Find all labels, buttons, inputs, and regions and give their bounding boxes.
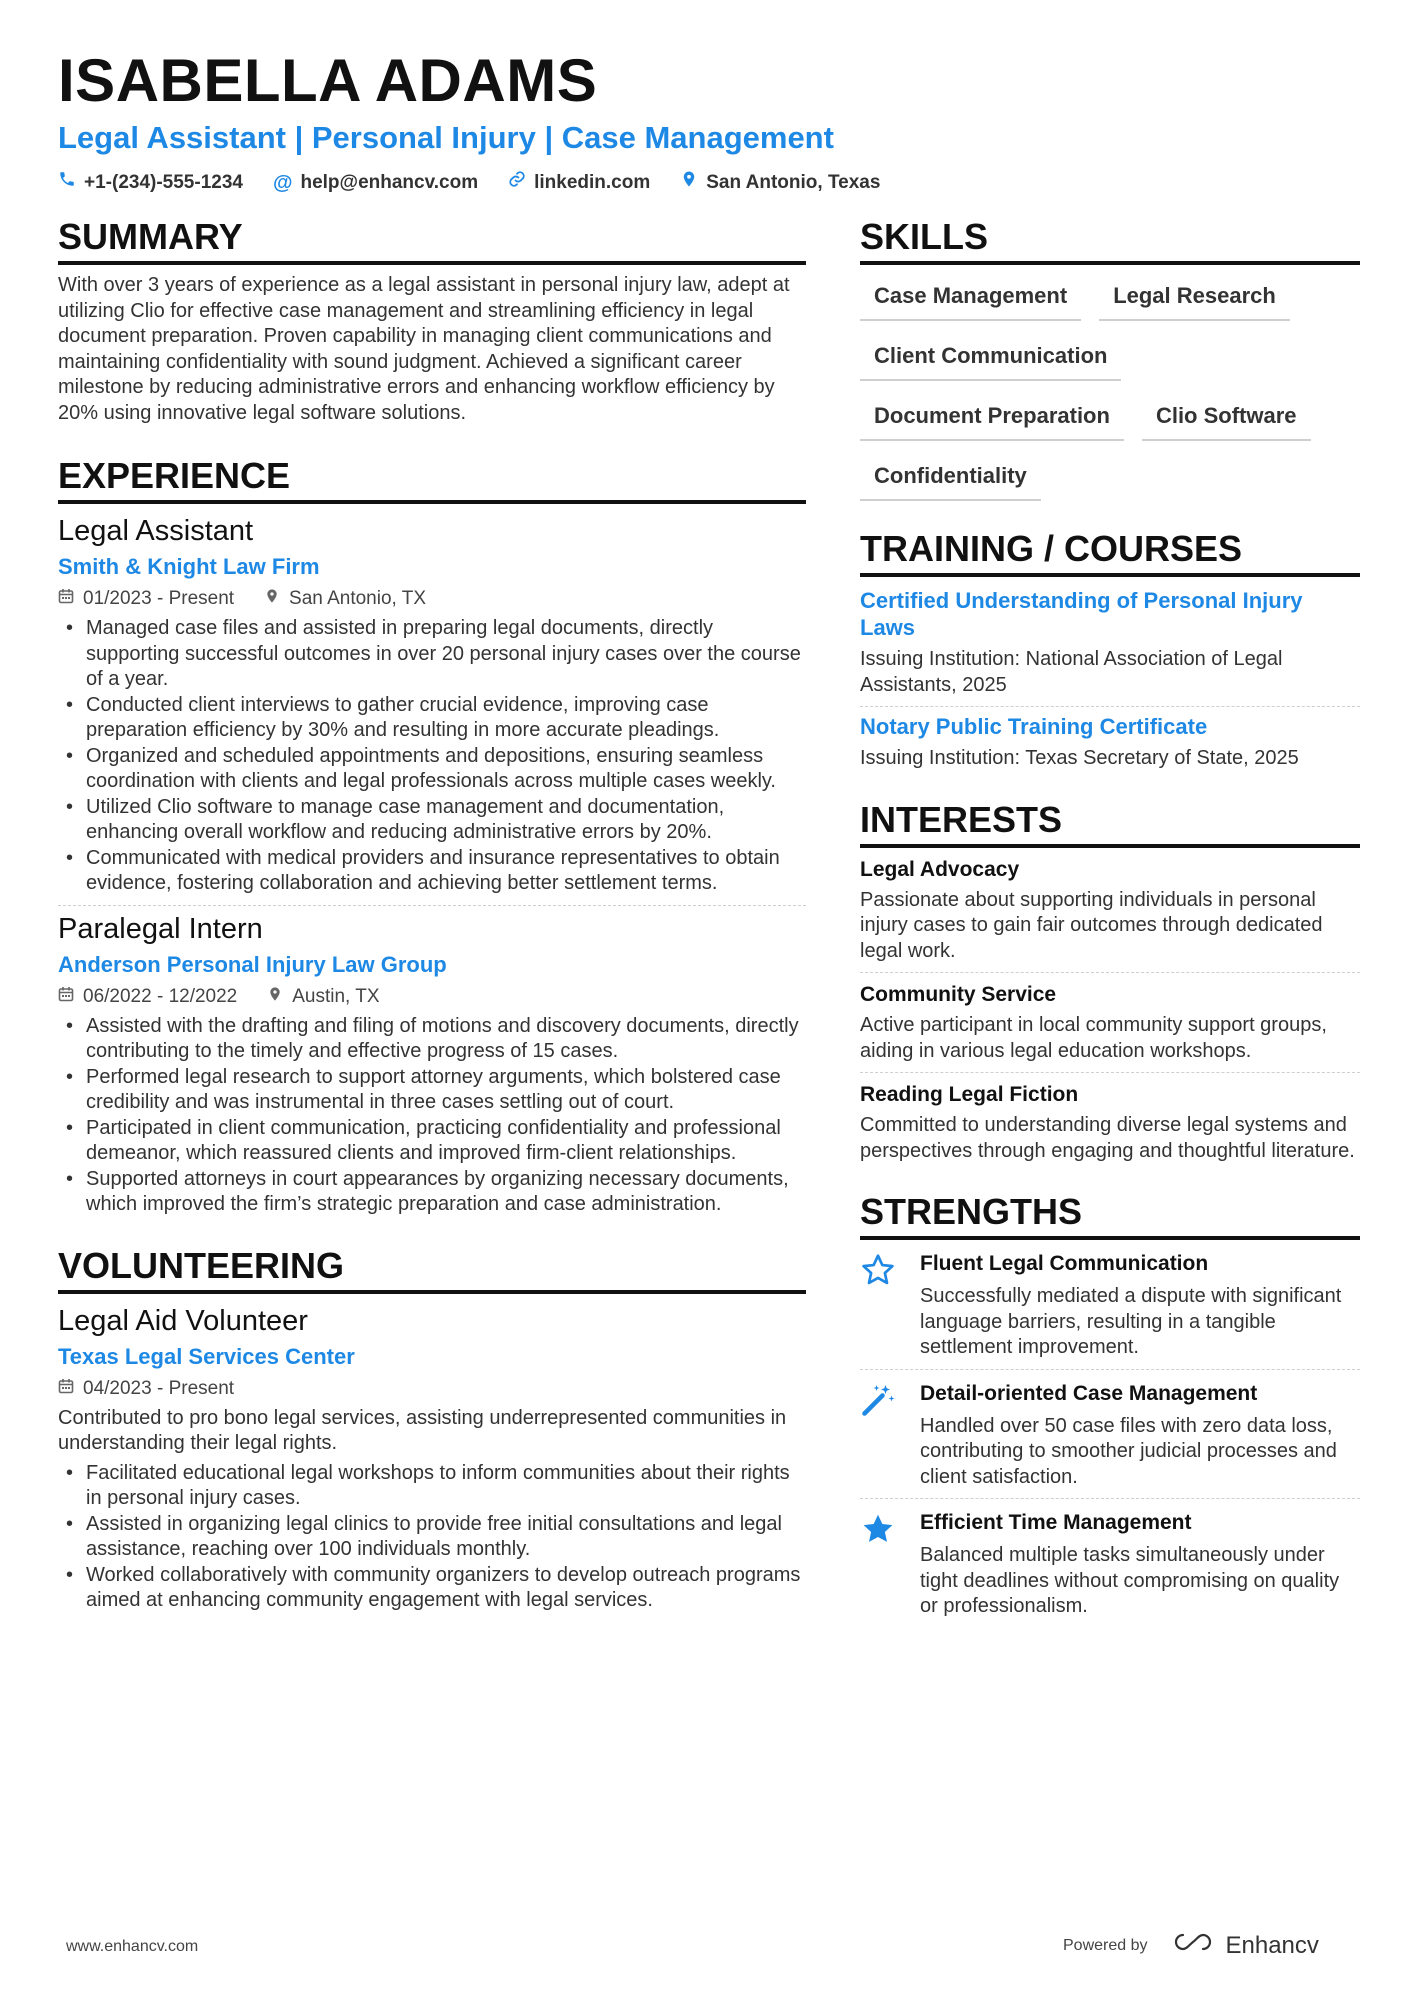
strength-item [860, 1509, 1360, 1620]
bullet-item: • Communicated with medical providers and insurance representatives to obtain evidence, fostering collaboration and achieving better settlement terms. [58, 846, 806, 897]
volunteer-org: Texas Legal Services Center [58, 1343, 355, 1369]
bullet-item: • Utilized Clio software to manage case management and documentation, enhancing overall workflow and reducing administrative errors by 20%. [58, 795, 806, 846]
job-location-text: Austin, TX [292, 985, 380, 1007]
contact-phone [58, 170, 243, 196]
bullet-item: • Performed legal research to support attorney arguments, which bolstered case credibility and was instrumental in three cases settling out of court. [58, 1065, 806, 1116]
divider [860, 1369, 1360, 1370]
course-title: Certified Understanding of Personal Injury Laws [860, 588, 1303, 640]
star-outline-icon [860, 1250, 900, 1361]
divider [58, 905, 806, 906]
job-location [264, 586, 426, 612]
candidate-title: Legal Assistant | Personal Injury | Case Management [58, 120, 834, 155]
job-location-text: San Antonio, TX [289, 588, 427, 609]
left-column [58, 215, 806, 1638]
skill-tag: Legal Research [1099, 275, 1290, 321]
volunteer-dates [58, 1376, 234, 1402]
divider [860, 1498, 1360, 1499]
right-column [860, 215, 1360, 1644]
bullet-item: • Assisted in organizing legal clinics to provide free initial consultations and legal assistance, reaching over 100 individuals monthly. [58, 1512, 806, 1563]
bullet-item: • Organized and scheduled appointments and depositions, ensuring seamless coordination with clients and legal professionals across multiple cases weekly. [58, 744, 806, 795]
interest-title: Community Service [860, 983, 1057, 1006]
job-title: Legal Assistant [58, 515, 254, 547]
location-pin-icon [680, 170, 698, 196]
job-bullets [58, 616, 806, 897]
interest-title: Reading Legal Fiction [860, 1083, 1079, 1106]
strength-title: Fluent Legal Communication [920, 1252, 1209, 1275]
location-text: San Antonio, Texas [706, 172, 881, 193]
phone-icon [58, 170, 76, 196]
strength-desc: Successfully mediated a dispute with significant language barriers, resulting in a tangible settlement improvement. [920, 1285, 1342, 1358]
course-title: Notary Public Training Certificate [860, 714, 1208, 739]
interests-heading: INTERESTS [860, 798, 1360, 848]
volunteer-dates-text: 04/2023 - Present [83, 1377, 235, 1399]
phone-text: +1-(234)-555-1234 [84, 172, 243, 193]
job-meta [58, 984, 806, 1010]
course-desc: Issuing Institution: National Association of Legal Assistants, 2025 [860, 648, 1283, 696]
footer-website[interactable]: www.enhancv.com [66, 1938, 199, 1955]
strength-title: Detail-oriented Case Management [920, 1381, 1258, 1405]
training-section [860, 527, 1360, 772]
strengths-heading: STRENGTHS [860, 1190, 1360, 1240]
company-name: Anderson Personal Injury Law Group [58, 951, 447, 977]
resume-header [58, 46, 1358, 196]
bullet-item: • Worked collaboratively with community organizers to develop outreach programs aimed at enhancing community engagement with legal services. [58, 1563, 806, 1614]
summary-text: With over 3 years of experience as a legal assistant in personal injury law, adept at utilizing Clio for effective case management and streamlining efficiency in legal document preparation. Proven capability in managing client communications and maintaining confidentiality with sound judgment. Achieved a significant career milestone by reducing administrative errors and enhancing workflow efficiency by 20% using innovative legal software solutions. [58, 274, 790, 424]
calendar-icon [58, 586, 74, 612]
course-desc: Issuing Institution: Texas Secretary of State, 2025 [860, 747, 1299, 769]
experience-entry [58, 512, 806, 897]
bullet-item: • Conducted client interviews to gather crucial evidence, improving case preparation efficiency by 30% and resulting in more accurate pleadings. [58, 693, 806, 744]
experience-heading: EXPERIENCE [58, 454, 806, 504]
strength-desc: Balanced multiple tasks simultaneously under tight deadlines without compromising on quality or professionalism. [920, 1544, 1340, 1617]
location-pin-icon [264, 586, 280, 612]
location-pin-icon [267, 984, 283, 1010]
volunteer-description: Contributed to pro bono legal services, assisting underrepresented communities in understanding their legal rights. [58, 1406, 787, 1454]
job-dates [58, 586, 234, 612]
skills-section [860, 215, 1360, 501]
job-dates-text: 01/2023 - Present [83, 588, 235, 609]
job-dates-text: 06/2022 - 12/2022 [83, 985, 238, 1007]
email-text[interactable]: help@enhancv.com [300, 172, 479, 193]
skill-tag: Client Communication [860, 335, 1121, 381]
strengths-section [860, 1190, 1360, 1620]
link-icon [508, 170, 526, 196]
bullet-item: • Assisted with the drafting and filing of motions and discovery documents, directly contributing to the timely and effective progress of 15 cases. [58, 1014, 806, 1065]
experience-entry [58, 910, 806, 1218]
powered-by-label: Powered by [1063, 1936, 1148, 1954]
strength-desc: Handled over 50 case files with zero data loss, contributing to smoother judicial processes and client satisfaction. [920, 1414, 1337, 1488]
job-title: Paralegal Intern [58, 912, 263, 945]
skill-tag: Clio Software [1142, 395, 1311, 441]
contact-location [680, 170, 880, 196]
job-meta [58, 586, 806, 612]
calendar-icon [58, 1376, 74, 1402]
interests-section [860, 798, 1360, 1165]
strength-item [860, 1250, 1360, 1361]
interest-desc: Active participant in local community support groups, aiding in various legal education workshops. [860, 1014, 1327, 1062]
star-filled-icon [860, 1509, 900, 1620]
strength-title: Efficient Time Management [920, 1511, 1192, 1534]
volunteer-title: Legal Aid Volunteer [58, 1304, 308, 1337]
footer-branding [1063, 1930, 1319, 1961]
skill-tag: Confidentiality [860, 455, 1041, 501]
summary-heading: SUMMARY [58, 215, 806, 265]
contact-info [58, 170, 1358, 196]
skill-tag: Case Management [860, 275, 1081, 321]
interest-desc: Passionate about supporting individuals in personal injury cases to gain fair outcomes through dedicated legal work. [860, 888, 1323, 962]
strength-item [860, 1380, 1360, 1491]
divider [860, 706, 1360, 707]
volunteer-bullets [58, 1461, 806, 1614]
divider [860, 972, 1360, 973]
magic-wand-icon [860, 1380, 900, 1491]
skills-list [860, 275, 1360, 501]
summary-section [58, 215, 806, 426]
at-icon: @ [272, 172, 293, 194]
job-location [267, 984, 379, 1010]
company-name: Smith & Knight Law Firm [58, 554, 320, 579]
interest-title: Legal Advocacy [860, 857, 1020, 881]
bullet-item: • Supported attorneys in court appearances by organizing necessary documents, which improved the firm’s strategic preparation and case administration. [58, 1167, 806, 1218]
enhancv-logo-icon [1170, 1930, 1216, 1961]
skills-heading: SKILLS [860, 215, 1360, 265]
job-bullets [58, 1014, 806, 1218]
brand-name: Enhancv [1225, 1931, 1319, 1959]
volunteer-meta [58, 1376, 806, 1402]
volunteering-section [58, 1244, 806, 1614]
linkedin-text[interactable]: linkedin.com [534, 172, 651, 193]
volunteering-heading: VOLUNTEERING [58, 1244, 806, 1294]
enhancv-logo[interactable] [1170, 1930, 1319, 1961]
bullet-item: • Managed case files and assisted in preparing legal documents, directly supporting successful outcomes in over 20 personal injury cases over the course of a year. [58, 616, 806, 693]
calendar-icon [58, 984, 74, 1010]
contact-linkedin[interactable] [508, 170, 650, 196]
contact-email[interactable] [273, 170, 478, 196]
experience-section [58, 454, 806, 1218]
training-heading: TRAINING / COURSES [860, 527, 1360, 577]
bullet-item: • Facilitated educational legal workshops to inform communities about their rights in personal injury cases. [58, 1461, 806, 1512]
bullet-item: • Participated in client communication, practicing confidentiality and professional demeanor, which reassured clients and improved firm-client relationships. [58, 1116, 806, 1167]
divider [860, 1072, 1360, 1073]
job-dates [58, 984, 237, 1010]
skill-tag: Document Preparation [860, 395, 1124, 441]
candidate-name: ISABELLA ADAMS [58, 47, 598, 114]
interest-desc: Committed to understanding diverse legal systems and perspectives through engaging and thoughtful literature. [860, 1114, 1355, 1162]
